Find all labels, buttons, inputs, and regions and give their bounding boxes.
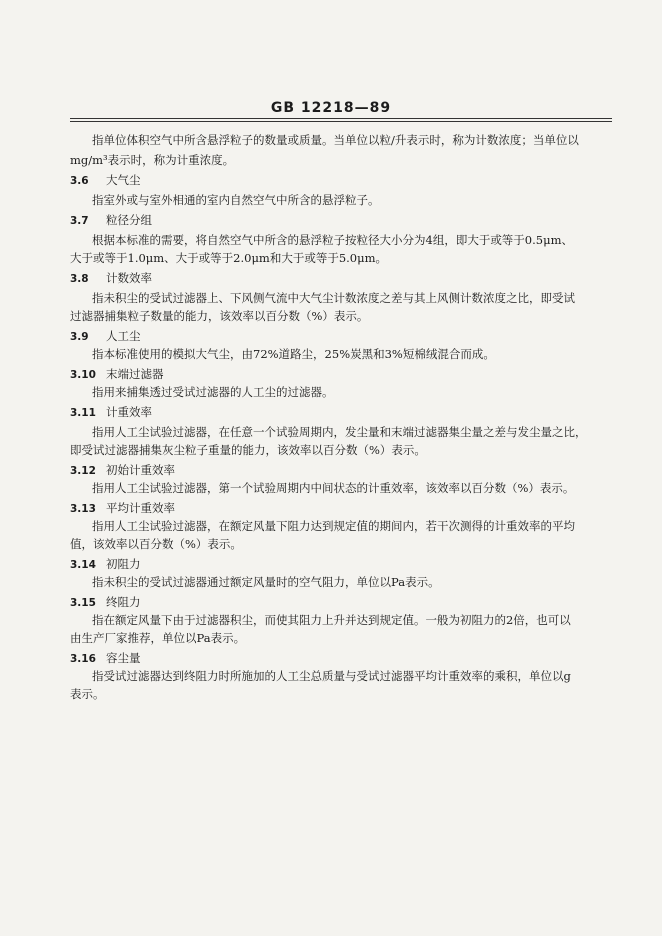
section-title: 容尘量 [106,651,141,665]
standard-header: GB 12218—89 [270,100,392,116]
section-heading-3-12 [70,462,175,479]
section-number: 3.9 [70,331,89,343]
section-heading-3-7 [70,212,152,229]
section-title: 初始计重效率 [106,463,175,477]
paragraph-line: 指用人工尘试验过滤器，在额定风量下阻力达到规定值的期间内，若干次测得的计重效率的平均 [92,519,575,533]
header-rule [70,118,612,119]
section-title: 粒径分组 [106,213,152,227]
paragraph-line: 指用人工尘试验过滤器，第一个试验周期内中间状态的计重效率，该效率以百分数（%）表示。 [92,481,575,495]
section-heading-3-11 [70,404,152,421]
paragraph-line: 指用人工尘试验过滤器，在任意一个试验周期内，发尘量和末端过滤器集尘量之差与发尘量之比， [92,425,587,439]
section-heading-3-15 [70,594,141,611]
section-number: 3.6 [70,175,89,187]
paragraph-line: 指室外或与室外相通的室内自然空气中所含的悬浮粒子。 [92,193,380,207]
section-title: 终阻力 [106,595,141,609]
paragraph-line: 指在额定风量下由于过滤器积尘，而使其阻力上升并达到规定值。一般为初阻力的2倍，也可以 [92,613,571,627]
paragraph-line: 指单位体积空气中所含悬浮粒子的数量或质量。当单位以粒/升表示时，称为计数浓度；当单位以 [92,133,579,147]
paragraph-line: 指未积尘的受试过滤器上、下风侧气流中大气尘计数浓度之差与其上风侧计数浓度之比，即受试 [92,291,575,305]
section-title: 大气尘 [106,173,141,187]
paragraph-line: 指受试过滤器达到终阻力时所施加的人工尘总质量与受试过滤器平均计重效率的乘积，单位以g [92,669,571,683]
paragraph-line: 大于或等于1.0μm、大于或等于2.0μm和大于或等于5.0μm。 [70,251,388,265]
section-title: 末端过滤器 [106,367,164,381]
section-heading-3-9 [70,328,141,345]
section-number: 3.14 [70,559,96,571]
section-number: 3.13 [70,503,96,515]
paragraph-line: 即受试过滤器捕集灰尘粒子重量的能力，该效率以百分数（%）表示。 [70,443,426,457]
section-number: 3.16 [70,653,96,665]
section-number: 3.8 [70,273,89,285]
section-number: 3.12 [70,465,96,477]
section-title: 初阻力 [106,557,141,571]
section-title: 人工尘 [106,329,141,343]
section-heading-3-16 [70,650,141,667]
paragraph-line: 根据本标准的需要，将自然空气中所含的悬浮粒子按粒径大小分为4组，即大于或等于0.5μm、 [92,233,573,247]
paragraph-line: 由生产厂家推荐，单位以Pa表示。 [70,631,246,645]
section-title: 平均计重效率 [106,501,175,515]
paragraph-line: mg/m³表示时，称为计重浓度。 [70,153,235,167]
section-heading-3-10 [70,366,164,383]
paragraph-line: 指本标准使用的模拟大气尘，由72%道路尘，25%炭黑和3%短棉绒混合而成。 [92,347,495,361]
section-heading-3-6 [70,172,141,189]
section-number: 3.10 [70,369,96,381]
header-rule-double [70,121,612,122]
section-number: 3.11 [70,407,96,419]
section-heading-3-13 [70,500,175,517]
paragraph-line: 表示。 [70,687,105,701]
paragraph-line: 值，该效率以百分数（%）表示。 [70,537,242,551]
paragraph-line: 指未积尘的受试过滤器通过额定风量时的空气阻力，单位以Pa表示。 [92,575,440,589]
section-title: 计数效率 [106,271,152,285]
section-heading-3-14 [70,556,141,573]
section-number: 3.15 [70,597,96,609]
section-title: 计重效率 [106,405,152,419]
section-number: 3.7 [70,215,89,227]
section-heading-3-8 [70,270,152,287]
paragraph-line: 指用来捕集透过受试过滤器的人工尘的过滤器。 [92,385,334,399]
paragraph-line: 过滤器捕集粒子数量的能力，该效率以百分数（%）表示。 [70,309,369,323]
